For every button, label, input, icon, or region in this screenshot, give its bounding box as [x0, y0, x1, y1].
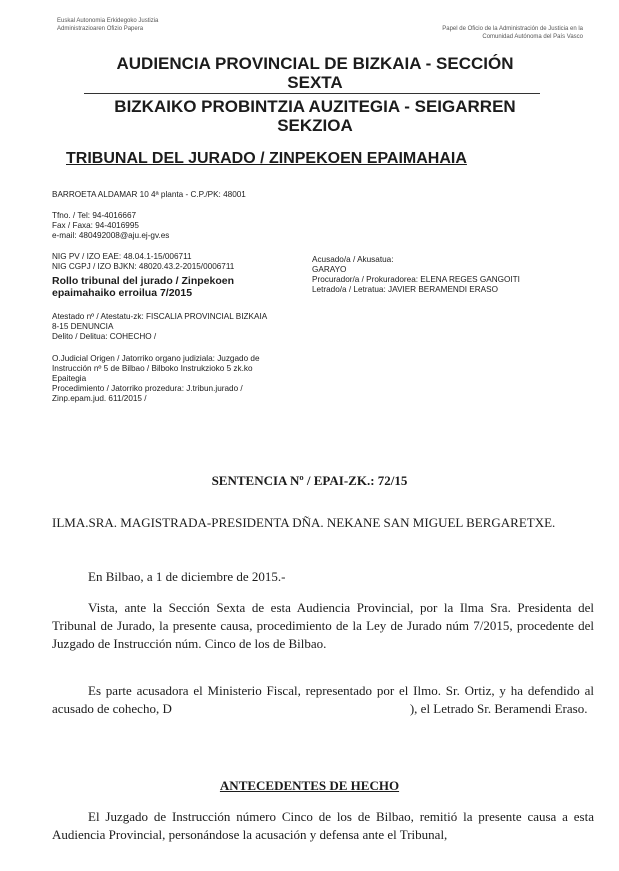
- antecedentes-heading: ANTECEDENTES DE HECHO: [219, 778, 400, 793]
- date-line: En Bilbao, a 1 de diciembre de 2015.-: [88, 569, 286, 584]
- court-title-eu-line2: SEKZIOA: [277, 116, 353, 135]
- origen-line3: Epaitegia: [52, 374, 87, 383]
- phone: Tfno. / Tel: 94-4016667: [52, 211, 137, 220]
- acusado-label: Acusado/a / Akusatua:: [312, 255, 394, 264]
- procedimiento-line1: Procedimiento / Jatorriko prozedura: J.tribun.jurado /: [52, 384, 243, 393]
- delito: Delito / Delitua: COHECHO /: [52, 332, 157, 341]
- procedimiento-line2: Zinp.epam.jud. 611/2015 /: [52, 394, 147, 403]
- court-title-es-line2: SEXTA: [287, 73, 343, 92]
- sentencia-number: SENTENCIA Nº / EPAI-ZK.: 72/15: [211, 473, 408, 488]
- header-left-line2: Administrazioaren Ofizio Papera: [57, 26, 144, 32]
- parte-paragraph: [52, 682, 594, 718]
- court-title-es-line1: AUDIENCIA PROVINCIAL DE BIZKAIA - SECCIÓN: [116, 54, 514, 73]
- court-address: BARROETA ALDAMAR 10 4ª planta - C.P./PK: 48001: [52, 190, 246, 199]
- rollo-number: [52, 275, 310, 299]
- letrado: Letrado/a / Letratua: JAVIER BERAMENDI ERASO: [312, 285, 498, 294]
- header-left: [57, 17, 158, 33]
- court-title-es: [70, 54, 560, 92]
- rollo-line1: Rollo tribunal del jurado / Zinpekoen: [52, 275, 235, 287]
- acusado-name: GARAYO: [312, 265, 347, 274]
- vista-paragraph: Vista, ante la Sección Sexta de esta Audiencia Provincial, por la Ilma Sra. Presidenta del Tribunal de Jurado, la presente causa, procedimiento de la Ley de Jurado núm 7/2015, procedente del Juzgado de Instrucción núm. Cinco de los de Bilbao.: [52, 600, 594, 651]
- header-left-line1: Euskal Autonomia Erkidegoko Justizia: [57, 18, 159, 24]
- rollo-line2: epaimahaiko erroilua 7/2015: [52, 287, 193, 299]
- magistrada-line: ILMA.SRA. MAGISTRADA-PRESIDENTA DÑA. NEKANE SAN MIGUEL BERGARETXE.: [52, 515, 556, 530]
- header-right: [442, 25, 583, 41]
- title-divider: [84, 93, 540, 94]
- parte-text-a: Es parte acusadora el Ministerio Fiscal, representado por el Ilmo. Sr. Ortiz, y ha defendido al acusado de cohecho, D: [52, 683, 594, 716]
- atestado-line1: Atestado nº / Atestatu-zk: FISCALIA PROVINCIAL BIZKAIA: [52, 312, 268, 321]
- atestado-block: [52, 312, 267, 342]
- header-right-line2: Comunidad Autónoma del País Vasco: [482, 34, 583, 40]
- origen-block: [52, 354, 260, 404]
- nig-cgpj: NIG CGPJ / IZO BJKN: 48020.43.2-2015/0006711: [52, 262, 235, 271]
- fax: Fax / Faxa: 94-4016995: [52, 221, 139, 230]
- juzgado-paragraph: El Juzgado de Instrucción número Cinco de los de Bilbao, remitió la presente causa a esta Audiencia Provincial, personándose la acusación y defensa ante el Tribunal,: [52, 809, 594, 842]
- contact-block: [52, 211, 169, 241]
- court-title-eu: [70, 97, 560, 135]
- case-ids: [52, 252, 234, 272]
- parties-block: [312, 255, 520, 295]
- nig-pv: NIG PV / IZO EAE: 48.04.1-15/006711: [52, 252, 192, 261]
- origen-line2: Instrucción nº 5 de Bilbao / Bilboko Instrukzioko 5 zk.ko: [52, 364, 253, 373]
- atestado-line2: 8-15 DENUNCIA: [52, 322, 114, 331]
- procurador: Procurador/a / Prokuradorea: ELENA REGES GANGOITI: [312, 275, 520, 284]
- origen-line1: O.Judicial Origen / Jatorriko organo judiziala: Juzgado de: [52, 354, 260, 363]
- parte-text-b: ), el Letrado Sr. Beramendi Eraso.: [409, 701, 588, 716]
- email: e-mail: 480492008@aju.ej-gv.es: [52, 231, 170, 240]
- header-right-line1: Papel de Oficio de la Administración de Justicia en la: [442, 26, 583, 32]
- tribunal-heading: TRIBUNAL DEL JURADO / ZINPEKOEN EPAIMAHAIA: [66, 150, 467, 167]
- court-title-eu-line1: BIZKAIKO PROBINTZIA AUZITEGIA - SEIGARREN: [114, 97, 516, 116]
